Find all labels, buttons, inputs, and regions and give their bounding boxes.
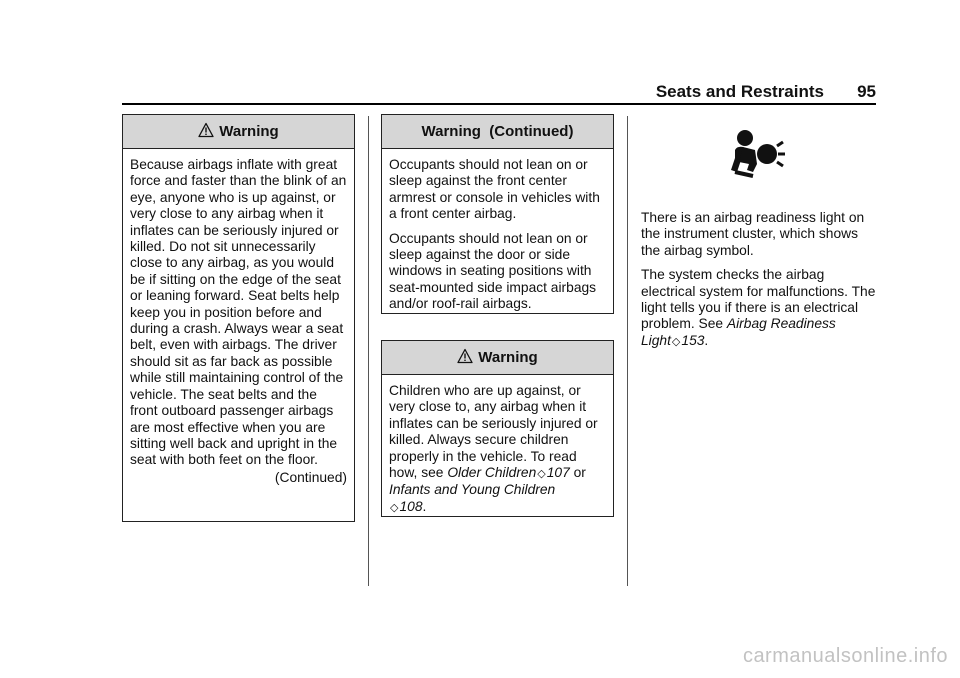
warning-text: Because airbags inflate with great force and faster than the blink of an eye, anyone who is up against, or very close to any airbag when it inflates can be seriously injured or killed. Do not sit unnecessarily close to any airbag, as you would be if sitting on the edge of the seat or leaning forward. Seat belts help keep you in position before and during a crash. Always wear a seat belt, even with airbags. The driver should sit as far back as possible while still maintaining control of the vehicle. The seat belts and the front outboard passenger airbags are most effective when you are sitting well back and upright in the seat with both feet on the floor.: [130, 157, 347, 468]
watermark: carmanualsonline.info: [742, 645, 948, 667]
warning-box-airbag-force: [122, 114, 355, 522]
warning-box-body: [382, 149, 613, 319]
warning-triangle-icon: [457, 348, 473, 364]
warning-title: Warning (Continued): [421, 123, 574, 140]
xref-page-107[interactable]: 107: [546, 465, 570, 481]
page-reference-arrow-icon: ◇: [537, 468, 546, 481]
header-divider: [122, 103, 876, 105]
warning-box-header: [382, 341, 613, 375]
paragraph: The system checks the airbag electrical system for malfunctions. The light tells you if there is an electrical problem. See Airbag Readiness Light◇153.: [641, 267, 876, 348]
warning-box-header: [382, 115, 613, 149]
section-title: Seats and Restraints: [655, 82, 824, 101]
warning-text: Children who are up against, or very close to, any airbag when it inflates can be seriously injured or killed. Always secure children properly in the vehicle. To read how, see Older Children◇107 or Infants and Young Children ◇108.: [389, 383, 598, 514]
warning-text: Occupants should not lean on or sleep against the front center armrest or console in vehicles with a front center airbag.: [389, 157, 600, 222]
warning-triangle-icon: [198, 122, 214, 138]
airbag-symbol-icon: [731, 128, 787, 182]
page-reference-arrow-icon: ◇: [390, 501, 399, 514]
continued-label: (Continued): [274, 469, 347, 485]
warning-box-body: [382, 375, 613, 522]
warning-text: Occupants should not lean on or sleep against the door or side windows in seating positions with seat-mounted side impact airbags and/or roof-rail airbags.: [389, 230, 597, 312]
column-divider-2: [627, 116, 628, 586]
warning-box-children: [381, 340, 614, 517]
xref-page-108[interactable]: 108: [399, 498, 423, 514]
airbag-readiness-text: [641, 210, 876, 358]
paragraph: There is an airbag readiness light on the instrument cluster, which shows the airbag symbol.: [641, 210, 865, 258]
warning-title: Warning: [219, 123, 279, 140]
xref-older-children[interactable]: Older Children: [447, 465, 537, 481]
page-reference-arrow-icon: ◇: [671, 335, 681, 348]
page-number: 95: [857, 82, 876, 101]
page-header: [122, 82, 876, 102]
column-divider-1: [368, 116, 369, 586]
warning-box-header: [123, 115, 354, 149]
xref-page-153[interactable]: 153: [681, 332, 705, 348]
warning-box-body: [123, 149, 354, 492]
warning-title: Warning: [478, 349, 538, 366]
xref-airbag-readiness-light[interactable]: Airbag Readiness Light: [641, 316, 836, 348]
xref-infants-young-children[interactable]: Infants and Young Children: [389, 482, 556, 498]
warning-box-continued: [381, 114, 614, 314]
